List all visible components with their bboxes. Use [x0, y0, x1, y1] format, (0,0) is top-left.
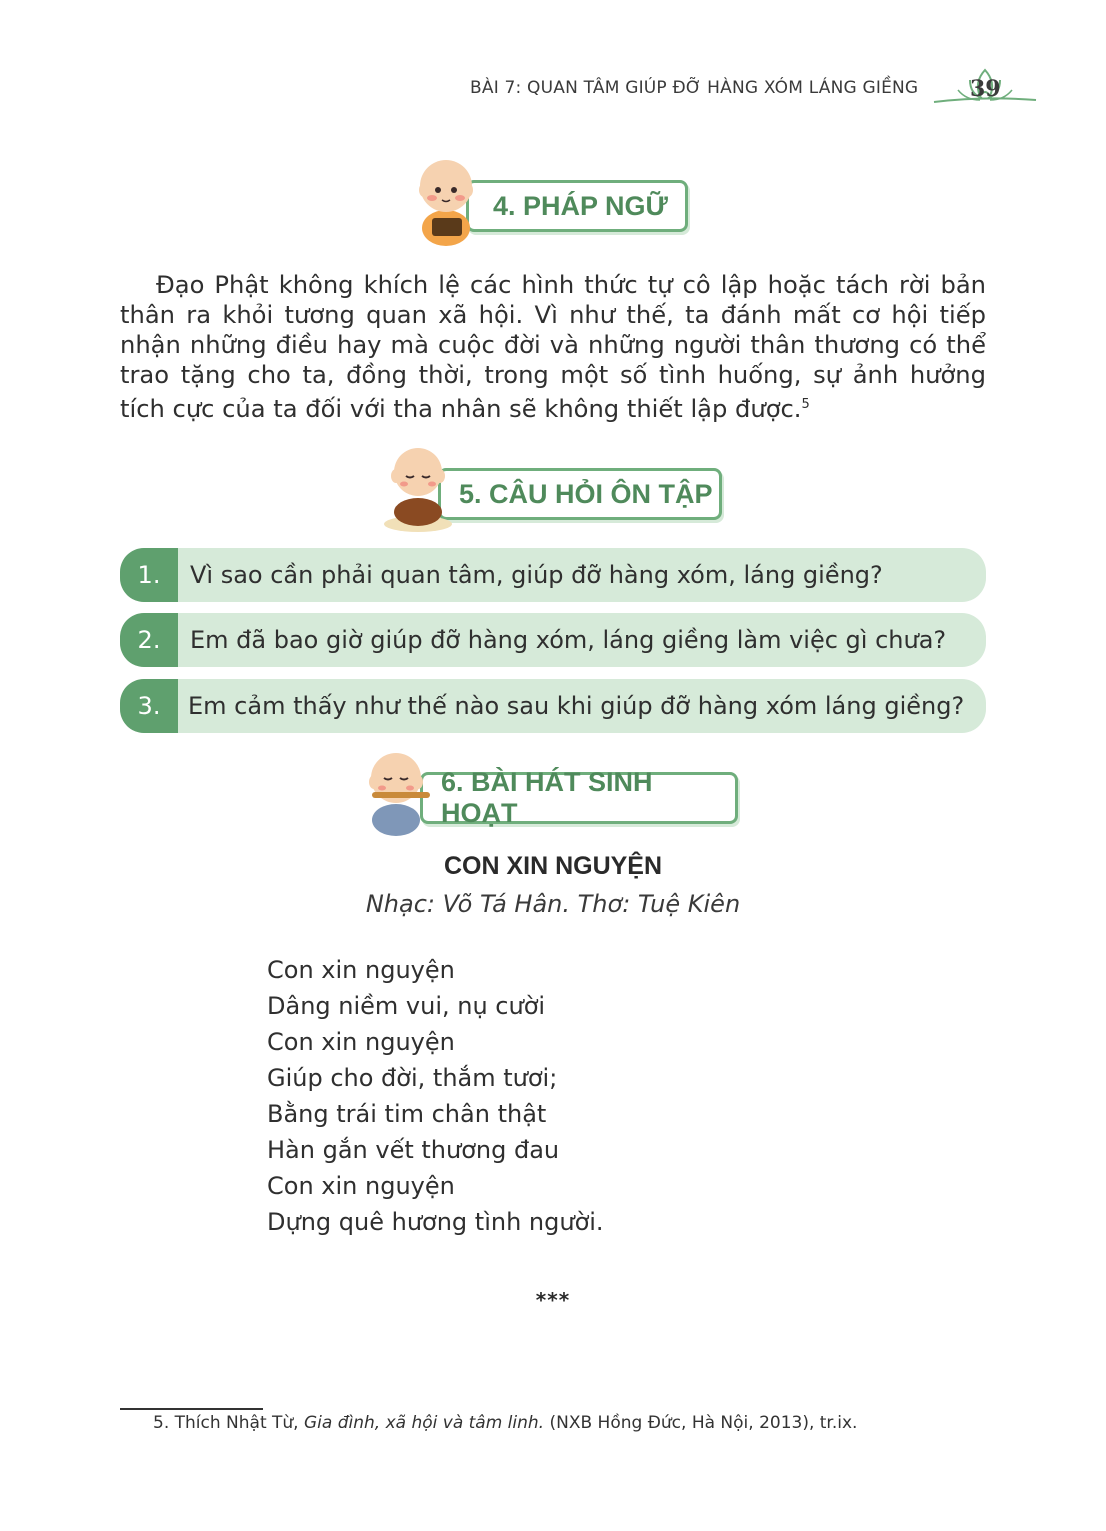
section-5-title-box: [438, 468, 722, 520]
footnote: [153, 1413, 857, 1433]
footnote-ref[interactable]: 5: [801, 397, 810, 412]
monk-reading-icon: [414, 156, 484, 248]
running-header: BÀI 7: QUAN TÂM GIÚP ĐỠ HÀNG XÓM LÁNG GIỀNG: [470, 78, 919, 98]
question-number: 2.: [120, 613, 178, 667]
monk-meditating-icon: [382, 444, 456, 534]
section-4-title-box: [466, 180, 688, 232]
dharma-paragraph-text: Đạo Phật không khích lệ các hình thức tự cô lập hoặc tách rời bản thân ra khỏi tương quan xã hội. Vì như thế, ta đánh mất cơ hội tiếp nhận những điều hay mà cuộc đời và những người thân thương có thể trao tặng cho ta, đồng thời, trong một số tình huống, sự ảnh hưởng tích cực của ta đối với tha nhân sẽ không thiết lập được.: [120, 271, 986, 424]
lyric-line: Bằng trái tim chân thật: [267, 1100, 547, 1128]
section-4-title: 4. PHÁP NGỮ: [493, 190, 668, 221]
footnote-divider: [120, 1408, 263, 1410]
question-text: Em đã bao giờ giúp đỡ hàng xóm, láng giềng làm việc gì chưa?: [190, 626, 947, 654]
lyric-line: Con xin nguyện: [267, 956, 455, 984]
lyric-line: Con xin nguyện: [267, 1028, 455, 1056]
lyric-line: Dựng quê hương tình người.: [267, 1208, 604, 1236]
section-5-heading: [382, 444, 727, 534]
question-number: 3.: [120, 679, 178, 733]
song-lyrics: [267, 952, 604, 1240]
section-5-title: 5. CÂU HỎI ÔN TẬP: [459, 478, 713, 509]
lyric-line: Giúp cho đời, thắm tươi;: [267, 1064, 558, 1092]
question-number: 1.: [120, 548, 178, 602]
question-2: [120, 613, 986, 667]
song-credit: Nhạc: Võ Tá Hân. Thơ: Tuệ Kiên: [365, 890, 741, 918]
footnote-prefix: 5. Thích Nhật Từ,: [153, 1413, 304, 1433]
section-6-title: 6. BÀI HÁT SINH HOẠT: [441, 767, 653, 828]
dharma-paragraph: [120, 270, 986, 424]
song-title: CON XIN NGUYỆN: [443, 852, 663, 880]
page-number: 39: [970, 76, 1001, 102]
question-1: [120, 548, 986, 602]
question-text: Vì sao cần phải quan tâm, giúp đỡ hàng xóm, láng giềng?: [190, 561, 883, 589]
question-3: [120, 679, 986, 733]
section-6-heading: [364, 748, 744, 838]
monk-flute-icon: [364, 748, 438, 840]
section-6-title-box: [420, 767, 738, 828]
section-separator: ***: [535, 1288, 571, 1312]
lyric-line: Dâng niềm vui, nụ cười: [267, 992, 546, 1020]
footnote-suffix: (NXB Hồng Đức, Hà Nội, 2013), tr.ix.: [544, 1413, 858, 1433]
lyric-line: Con xin nguyện: [267, 1172, 455, 1200]
footnote-book-title: Gia đình, xã hội và tâm linh.: [303, 1413, 545, 1433]
question-text: Em cảm thấy như thế nào sau khi giúp đỡ hàng xóm láng giềng?: [188, 692, 965, 720]
lyric-line: Hàn gắn vết thương đau: [267, 1136, 560, 1164]
section-4-heading: [414, 156, 694, 246]
